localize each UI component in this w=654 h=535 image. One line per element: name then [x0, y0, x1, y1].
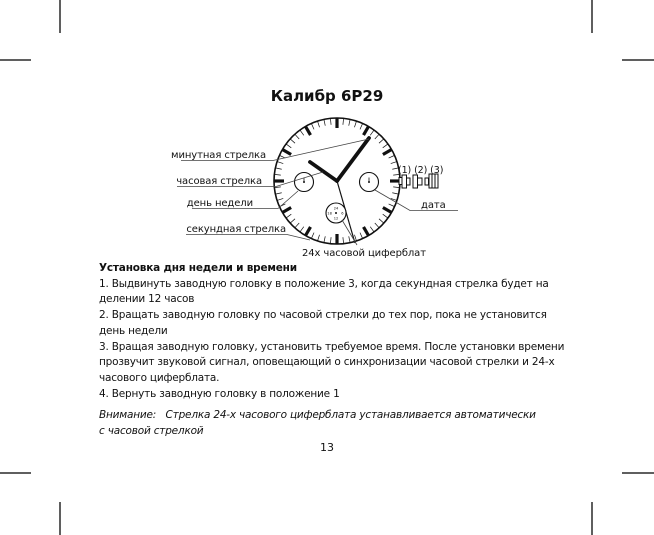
instruction-line: 3. Вращая заводную головку, установить требуемое время. После установки времени [99, 340, 565, 353]
crop-mark-top-right-horizontal [622, 59, 654, 61]
date-subdial [360, 173, 379, 192]
notice-line: с часовой стрелкой [99, 424, 204, 437]
crop-mark-bottom-left-vertical [59, 502, 61, 535]
crown-position-3 [425, 174, 438, 188]
day-of-week-subdial [295, 173, 314, 192]
watch-diagram [165, 105, 470, 263]
crop-mark-top-right-vertical [591, 0, 593, 33]
second-hand-label: секундная стрелка [186, 224, 286, 235]
dial-24h-number-top: 24 [333, 206, 339, 211]
crown-positions [399, 174, 438, 188]
dial-24h-number-left: 18 [327, 211, 332, 216]
instruction-line: 1. Выдвинуть заводную головку в положение 3, когда секундная стрелка будет на [99, 277, 549, 290]
notice-block [99, 408, 579, 440]
crop-mark-bottom-right-vertical [591, 502, 593, 535]
crown-position-2 [413, 175, 422, 188]
date-label: дата [421, 200, 446, 211]
instructions-heading: Установка дня недели и времени [99, 262, 297, 274]
crop-mark-bottom-left-horizontal [0, 472, 31, 474]
crop-mark-top-left-vertical [59, 0, 61, 33]
instruction-line: день недели [99, 324, 168, 337]
instructions-block [99, 261, 579, 402]
page-number: 13 [320, 441, 334, 454]
crown-positions-label: (1) (2) (3) [398, 165, 444, 176]
dial-24h-number-bottom: 12 [333, 216, 339, 221]
instruction-line: прозвучит звуковой сигнал, оповещающий о синхронизации часовой стрелки и 24-х [99, 356, 555, 369]
page-title: Калибр 6Р29 [270, 87, 384, 105]
notice-line: Внимание: Стрелка 24-х часового циферблата устанавливается автоматически [99, 409, 536, 421]
hands-pivot [335, 179, 339, 183]
crown-position-1 [402, 175, 410, 188]
instruction-line: часового циферблата. [99, 371, 220, 384]
second-hand-leader [186, 235, 310, 241]
instruction-line: 4. Вернуть заводную головку в положение 1 [99, 387, 340, 400]
hour-hand [310, 162, 337, 181]
instruction-line: 2. Вращать заводную головку по часовой стрелки до тех пор, пока не установится [99, 309, 547, 322]
crop-mark-bottom-right-horizontal [622, 472, 654, 474]
hour-hand-label: часовая стрелка [176, 176, 262, 187]
dial-24h-label: 24х часовой циферблат [302, 248, 426, 259]
instruction-line: делении 12 часов [99, 293, 195, 306]
dial-24h-number-right: 6 [341, 211, 344, 216]
crop-mark-top-left-horizontal [0, 59, 31, 61]
day-of-week-label: день недели [186, 198, 253, 209]
dial-24h-subdial [326, 203, 346, 223]
minute-hand-label: минутная стрелка [171, 150, 266, 161]
